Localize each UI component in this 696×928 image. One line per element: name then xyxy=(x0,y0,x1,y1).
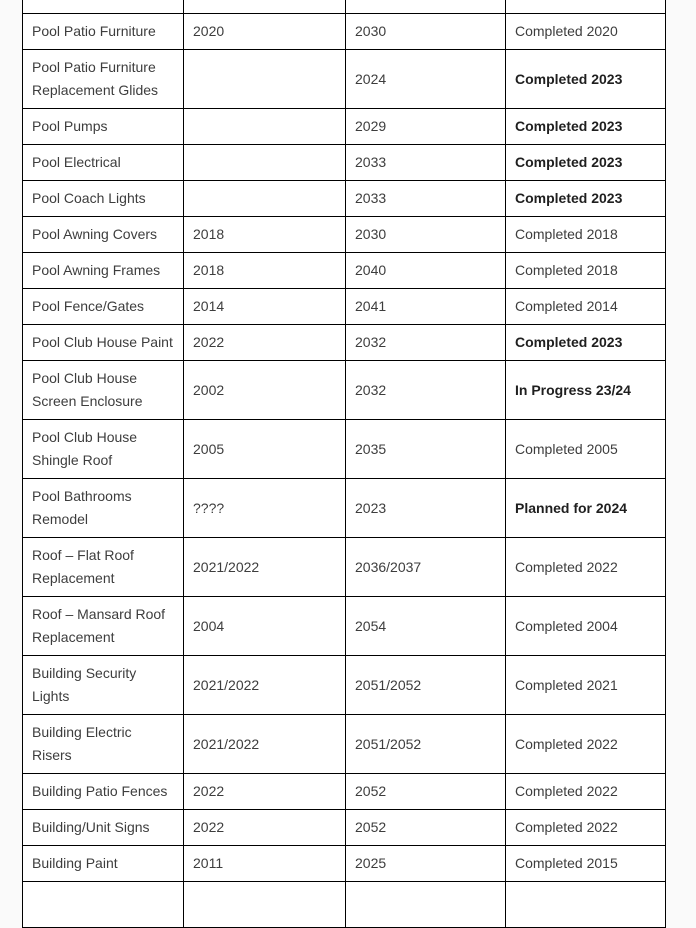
year-cell xyxy=(184,50,346,109)
status-cell: Completed 2023 xyxy=(506,50,666,109)
item-cell: Pool Awning Frames xyxy=(23,253,184,289)
item-cell: Pool Electrical xyxy=(23,145,184,181)
year-cell xyxy=(184,109,346,145)
cropped-row-top xyxy=(23,0,666,14)
item-cell: Pool Bathrooms Remodel xyxy=(23,479,184,538)
table-row xyxy=(23,109,666,145)
item-cell: Pool Patio Furniture xyxy=(23,14,184,50)
item-cell: Pool Coach Lights xyxy=(23,181,184,217)
year-cell: 2022 xyxy=(184,810,346,846)
status-cell: Completed 2022 xyxy=(506,715,666,774)
year-cell: 2052 xyxy=(346,810,506,846)
year-cell: 2018 xyxy=(184,217,346,253)
item-cell: Building Paint xyxy=(23,846,184,882)
status-cell xyxy=(506,882,666,928)
year-cell: 2020 xyxy=(184,14,346,50)
status-cell: Planned for 2024 xyxy=(506,479,666,538)
year-cell: 2035 xyxy=(346,420,506,479)
status-cell: Completed 2018 xyxy=(506,253,666,289)
status-cell: Completed 2023 xyxy=(506,181,666,217)
table-row xyxy=(23,217,666,253)
year-cell: 2021/2022 xyxy=(184,715,346,774)
status-cell: Completed 2023 xyxy=(506,325,666,361)
status-cell: Completed 2015 xyxy=(506,846,666,882)
table-row xyxy=(23,810,666,846)
cropped-row-bottom xyxy=(23,882,666,928)
year-cell: 2029 xyxy=(346,109,506,145)
item-cell xyxy=(23,0,184,14)
table-row xyxy=(23,289,666,325)
year-cell: 2021/2022 xyxy=(184,656,346,715)
status-cell: Completed 2005 xyxy=(506,420,666,479)
status-cell: Completed 2022 xyxy=(506,774,666,810)
status-cell: Completed 2022 xyxy=(506,810,666,846)
item-cell: Pool Club House Paint xyxy=(23,325,184,361)
year-cell: 2051/2052 xyxy=(346,715,506,774)
table-row xyxy=(23,50,666,109)
table-row xyxy=(23,420,666,479)
item-cell: Roof – Flat Roof Replacement xyxy=(23,538,184,597)
year-cell: 2032 xyxy=(346,361,506,420)
year-cell xyxy=(184,0,346,14)
year-cell: 2005 xyxy=(184,420,346,479)
table-row xyxy=(23,538,666,597)
year-cell: 2021/2022 xyxy=(184,538,346,597)
year-cell: 2040 xyxy=(346,253,506,289)
year-cell: 2030 xyxy=(346,217,506,253)
table-row xyxy=(23,145,666,181)
year-cell: 2036/2037 xyxy=(346,538,506,597)
item-cell: Pool Pumps xyxy=(23,109,184,145)
year-cell: 2018 xyxy=(184,253,346,289)
status-cell: Completed 2023 xyxy=(506,109,666,145)
table-row xyxy=(23,479,666,538)
year-cell: 2052 xyxy=(346,774,506,810)
year-cell xyxy=(346,0,506,14)
item-cell: Building Patio Fences xyxy=(23,774,184,810)
maintenance-schedule-table xyxy=(22,0,666,928)
table-row xyxy=(23,846,666,882)
year-cell: 2002 xyxy=(184,361,346,420)
table-row xyxy=(23,656,666,715)
year-cell: 2033 xyxy=(346,181,506,217)
table-row xyxy=(23,253,666,289)
status-cell xyxy=(506,0,666,14)
year-cell: 2032 xyxy=(346,325,506,361)
year-cell: 2033 xyxy=(346,145,506,181)
table-row xyxy=(23,361,666,420)
status-cell: Completed 2021 xyxy=(506,656,666,715)
status-cell: Completed 2023 xyxy=(506,145,666,181)
year-cell: 2041 xyxy=(346,289,506,325)
status-cell: Completed 2022 xyxy=(506,538,666,597)
year-cell: 2051/2052 xyxy=(346,656,506,715)
item-cell xyxy=(23,882,184,928)
item-cell: Pool Awning Covers xyxy=(23,217,184,253)
year-cell: 2025 xyxy=(346,846,506,882)
status-cell: In Progress 23/24 xyxy=(506,361,666,420)
year-cell: 2030 xyxy=(346,14,506,50)
year-cell: 2004 xyxy=(184,597,346,656)
year-cell: 2014 xyxy=(184,289,346,325)
item-cell: Pool Club House Screen Enclosure xyxy=(23,361,184,420)
item-cell: Building/Unit Signs xyxy=(23,810,184,846)
table-row xyxy=(23,774,666,810)
table-body xyxy=(23,0,666,928)
year-cell: 2054 xyxy=(346,597,506,656)
table-row xyxy=(23,14,666,50)
year-cell xyxy=(184,181,346,217)
status-cell: Completed 2018 xyxy=(506,217,666,253)
table-row xyxy=(23,597,666,656)
year-cell: 2023 xyxy=(346,479,506,538)
year-cell: ???? xyxy=(184,479,346,538)
item-cell: Pool Fence/Gates xyxy=(23,289,184,325)
table-row xyxy=(23,181,666,217)
item-cell: Building Electric Risers xyxy=(23,715,184,774)
year-cell: 2011 xyxy=(184,846,346,882)
year-cell xyxy=(184,145,346,181)
item-cell: Pool Club House Shingle Roof xyxy=(23,420,184,479)
status-cell: Completed 2020 xyxy=(506,14,666,50)
year-cell: 2024 xyxy=(346,50,506,109)
year-cell xyxy=(184,882,346,928)
year-cell: 2022 xyxy=(184,774,346,810)
status-cell: Completed 2014 xyxy=(506,289,666,325)
table-row xyxy=(23,325,666,361)
item-cell: Roof – Mansard Roof Replacement xyxy=(23,597,184,656)
table-row xyxy=(23,715,666,774)
status-cell: Completed 2004 xyxy=(506,597,666,656)
year-cell xyxy=(346,882,506,928)
item-cell: Pool Patio Furniture Replacement Glides xyxy=(23,50,184,109)
year-cell: 2022 xyxy=(184,325,346,361)
item-cell: Building Security Lights xyxy=(23,656,184,715)
